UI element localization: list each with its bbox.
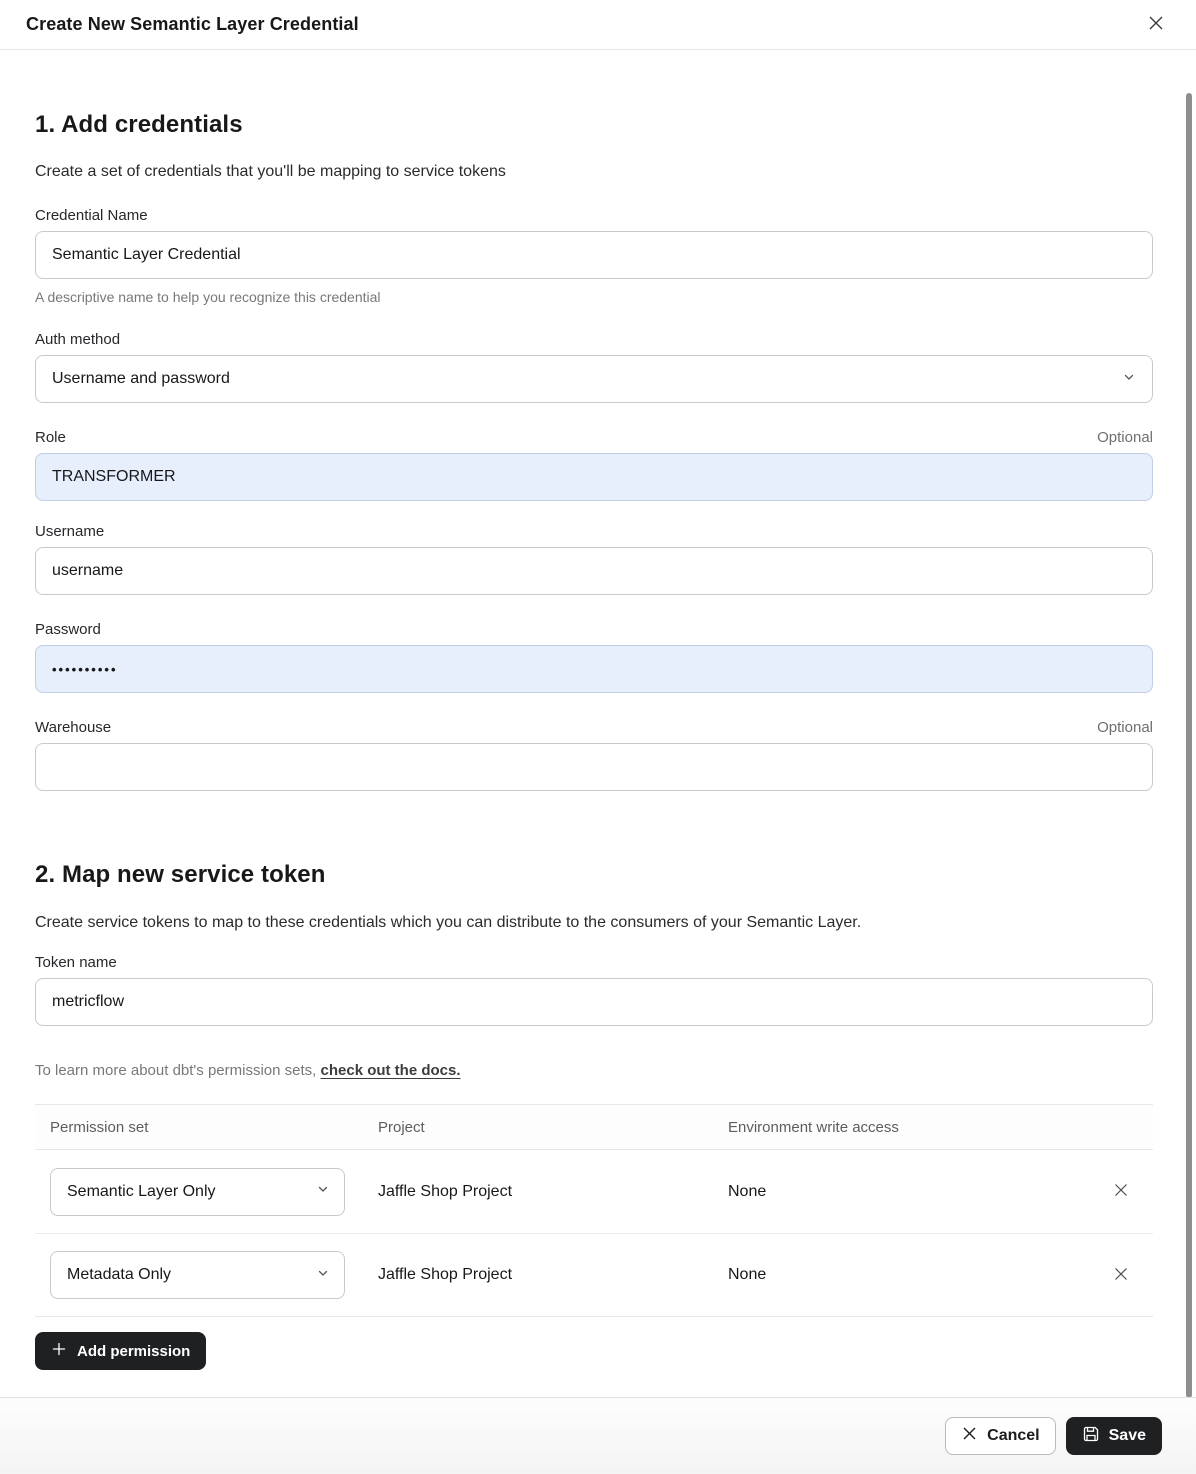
project-cell: Jaffle Shop Project [378,1266,513,1283]
remove-permission-button[interactable] [1108,1177,1134,1206]
modal-title: Create New Semantic Layer Credential [26,14,359,34]
password-input[interactable] [35,645,1153,693]
table-row [35,1150,1153,1233]
token-name-input[interactable] [35,978,1153,1026]
permission-set-select[interactable] [50,1251,345,1299]
close-icon [1146,13,1166,36]
cancel-label: Cancel [987,1427,1040,1444]
chevron-down-icon [1122,370,1136,389]
permissions-table [35,1104,1153,1317]
column-permission-set: Permission set [50,1118,149,1136]
table-row [35,1233,1153,1316]
map-token-description: Create service tokens to map to these credentials which you can distribute to the consumers of your Semantic Layer. [35,914,862,931]
map-token-heading: 2. Map new service token [35,861,326,888]
password-label: Password [35,621,101,638]
docs-link[interactable]: check out the docs. [320,1062,461,1079]
cancel-button[interactable] [945,1417,1055,1455]
environment-write-access-cell: None [728,1266,767,1283]
close-button[interactable] [1142,9,1170,40]
warehouse-field [35,719,1153,791]
username-input[interactable] [35,547,1153,595]
token-name-label: Token name [35,954,117,971]
role-optional-badge: Optional [1097,429,1153,446]
permission-docs-prefix: To learn more about dbt's permission sets, [35,1062,321,1079]
cancel-x-icon [961,1425,978,1447]
permission-docs-line [35,1062,1153,1079]
add-credentials-description: Create a set of credentials that you'll be mapping to service tokens [35,163,506,180]
permission-set-selected-value: Metadata Only [67,1266,172,1283]
token-name-field [35,954,1153,1026]
add-permission-button[interactable] [35,1332,206,1370]
auth-method-select[interactable] [35,355,1153,403]
username-field [35,523,1153,595]
role-label: Role [35,429,66,446]
password-field [35,621,1153,693]
remove-icon [1112,1265,1130,1286]
warehouse-label: Warehouse [35,719,112,736]
vertical-scrollbar[interactable] [1186,93,1192,1397]
project-cell: Jaffle Shop Project [378,1182,513,1200]
permission-set-selected-value: Semantic Layer Only [67,1182,216,1200]
auth-method-label: Auth method [35,331,121,348]
chevron-down-icon [316,1266,330,1285]
auth-method-field [35,331,1153,403]
remove-icon [1112,1181,1130,1202]
save-floppy-icon [1082,1425,1100,1448]
add-permission-label: Add permission [77,1342,191,1360]
credential-name-input[interactable] [35,231,1153,279]
column-project: Project [378,1118,425,1136]
modal-footer [0,1397,1196,1474]
username-label: Username [35,523,105,540]
plus-icon [51,1341,67,1361]
auth-method-selected-value: Username and password [52,370,230,387]
role-input[interactable] [35,453,1153,501]
warehouse-optional-badge: Optional [1097,719,1153,736]
chevron-down-icon [316,1182,330,1201]
save-button[interactable] [1066,1417,1162,1455]
credential-name-field [35,207,1153,305]
modal-body [0,50,1196,1397]
add-credentials-heading: 1. Add credentials [35,111,243,138]
save-label: Save [1108,1427,1146,1444]
environment-write-access-cell: None [728,1182,767,1200]
remove-permission-button[interactable] [1108,1261,1134,1290]
role-field [35,429,1153,501]
permission-set-select[interactable] [50,1168,345,1216]
credential-name-label: Credential Name [35,207,148,224]
permissions-table-header [35,1105,1153,1150]
warehouse-input[interactable] [35,743,1153,791]
modal-header [0,0,1196,50]
column-environment-write-access: Environment write access [728,1118,899,1136]
credential-name-helper: A descriptive name to help you recognize this credential [35,289,381,305]
